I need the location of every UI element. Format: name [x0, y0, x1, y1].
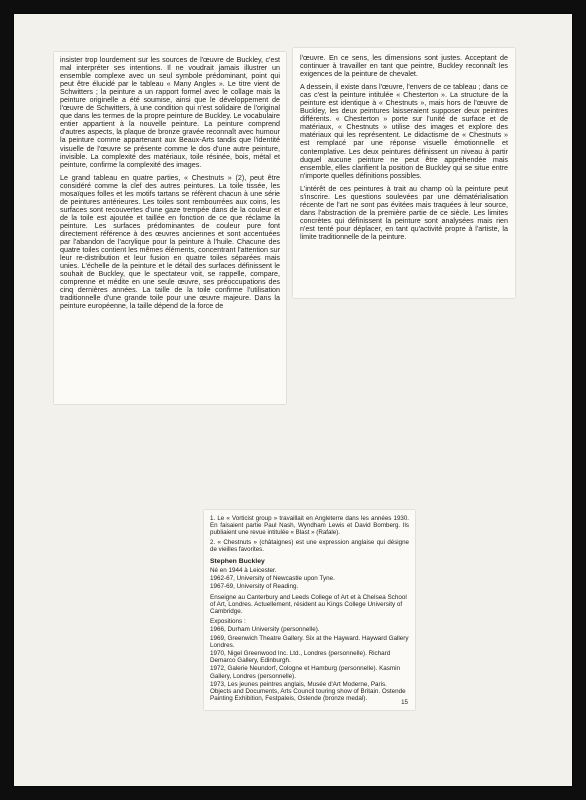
bio-line: 1967-69, University of Reading. [210, 583, 299, 591]
bio-line: Expositions : [210, 618, 246, 626]
page-number: 15 [401, 699, 408, 706]
footnotes [210, 515, 409, 553]
paragraph: A dessein, il existe dans l'œuvre, l'envers de ce tableau ; dans ce cas c'est la peinture intitulée « Chesterton ». La structure de la peinture est identique à « Chestnuts », mais hors de l'œuvre de Buckley, les deux peintures laisseraient supposer deux peintres différents. « Chesterton » porte sur l'unité de surface et de matériaux, « Chestnuts » utilise des images et explore des matériaux qui les représentent. Le didactisme de « Chestnuts » est remplacé par une réponse visuelle émotionnelle et contemplative. Les deux peintures définissent un niveau à partir duquel aucune peinture ne peut être appréhendée mais ensemble, elles clarifient la position de Buckley qui se situe entre n'importe quelles définitions possibles. [300, 83, 508, 180]
album-page [14, 14, 572, 786]
paragraph: L'intérêt de ces peintures à trait au champ où la peinture peut s'inscrire. Les questions soulevées par une dématérialisation récente de l'art ne sont pas évitées mais traquées à leur source, dans l'abstraction de la première partie de ce siècle. Les limites concrètes qui définissent la peinture sont analysées mais rien n'est tenté pour déplacer, en tant qu'activité propre à l'artiste, la limite traditionnelle de la peinture. [300, 184, 508, 241]
bio-line: 1962-67, University of Newcastle upon Tyne. [210, 575, 335, 583]
bio-line: 1966, Durham University (personnelle). [210, 626, 320, 634]
footnote: 2. « Chestnuts » (châtaignes) est une expression anglaise qui désigne de vieilles favorites. [210, 539, 409, 553]
paragraph: l'œuvre. En ce sens, les dimensions sont justes. Acceptant de continuer à travailler en tant que peintre, Buckley reconnaît les exigences de la peinture de chevalet. [300, 54, 508, 79]
bio-line: Né en 1944 à Leicester. [210, 567, 277, 574]
biography [210, 567, 409, 702]
bio-line: Enseigne au Canterbury and Leeds College of Art et à Chelsea School of Art, Londres. Actuellement, résident au Kings College University of Cambridge. [210, 593, 407, 616]
paragraph: Le grand tableau en quatre parties, « Chestnuts » (2), peut être considéré comme la clef des autres peintures. La toile tissée, les mosaïques folles et les motifs tartans se réfèrent chacun à une série de peintures antérieures. Les toiles sont rembourrées aux coins, les surfaces sont recouvertes d'une gaze trempée dans de la couleur et de la toile est ajoutée et taillée en fonction de ce que réclame la peinture. Les surfaces prédominantes de couleur pure font directement référence à des œuvres anciennes et sont accentuées par l'abandon de l'acrylique pour la peinture à l'huile. Chacune des quatre toiles contient les mêmes éléments, concentrant l'attention sur leur re-distribution et leur fusion en quatre toiles séparées mais unies. L'échelle de la peinture et le détail des surfaces définissent le souhait de Buckley, que le spectateur voit, se rappelle, compare, comprenne et médite en une seule œuvre, ses préoccupations des cinq dernières années. La taille de la toile confirme l'utilisation traditionnelle d'une grande toile pour une œuvre majeure. Dans la peinture européenne, la taille dépend de la force de [60, 173, 280, 311]
bio-line: 1972, Galerie Neundorf, Cologne et Hamburg (personnelle). Kasmin Gallery, Londres (personnelle). [210, 665, 401, 680]
clipping-notes-biography [204, 510, 415, 710]
paragraph: insister trop lourdement sur les sources de l'œuvre de Buckley, c'est mal interpréter ses intentions. Il ne voudrait jamais illustrer un ensemble complexe avec un seul symbole prédominant, point qui peut être élucidé par le tableau « Many Angles ». Le titre vient de Schwitters ; la peinture a un rapport formel avec le collage mais la peinture originelle a été soumise, ainsi que le développement de l'œuvre de Schwitters, à une condition qui n'est solidaire de l'original que dans les termes de la propre peinture de Buckley. Le vocabulaire entier appartient à la nouvelle peinture. La peinture comprend d'autres aspects, la plaque de bronze gravée reconnaît avec humour la peinture comme appartenant aux Beaux-Arts tandis que l'identité visuelle de l'œuvre se présente comme le dos d'une autre peinture, invisible. La complexité des matériaux, toile résinée, bois, métal et peinture, confirme la complexité des images. [60, 56, 280, 169]
clipping-right-column [293, 48, 515, 298]
clipping-left-column [54, 52, 286, 404]
bio-line: 1969, Greenwich Theatre Gallery. Six at the Hayward. Hayward Gallery Londres. [210, 634, 409, 649]
bio-line: 1970, Nigel Greenwood Inc. Ltd., Londres (personnelle). Richard Demarco Gallery, Edinburgh. [210, 650, 391, 665]
artist-name: Stephen Buckley [210, 558, 265, 565]
footnote: 1. Le « Vorticist group » travaillait en Angleterre dans les années 1930. En faisaient partie Paul Nash, Wyndham Lewis et David Bomberg. Ils publiaient une revue intitulée « Blast » (Rafale). [210, 515, 409, 536]
bio-line: 1973, Les jeunes peintres anglais, Musée d'Art Moderne, Paris. Objects and Documents, Arts Council touring show of Britain. Ostende Painting Exhibition, Festpaleis, Ostende (bronze medal). [210, 680, 406, 703]
